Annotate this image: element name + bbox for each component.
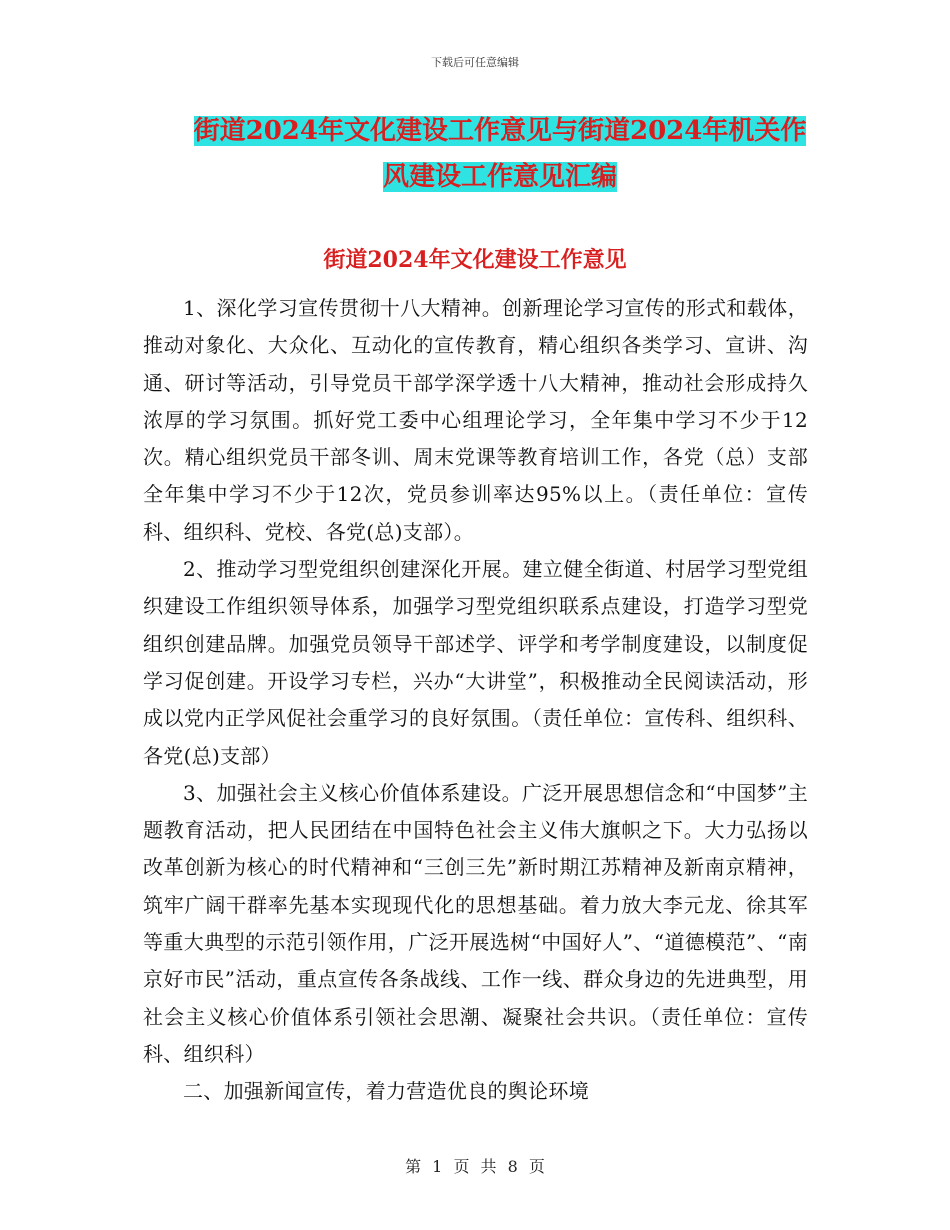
paragraph-2: 2、推动学习型党组织创建深化开展。建立健全街道、村居学习型党组织建设工作组织领导体系，加强学习型党组织联系点建设，打造学习型党组织创建品牌。加强党员领导干部述学、评学和考学制度建设，以制度促学习促创建。开设学习专栏，兴办“大讲堂”，积极推动全民阅读活动，形成以党内正学风促社会重学习的良好氛围。（责任单位：宣传科、组织科、各党(总)支部） — [143, 557, 808, 768]
document-body — [143, 290, 808, 1111]
paragraph-3: 3、加强社会主义核心价值体系建设。广泛开展思想信念和“中国梦”主题教育活动，把人民团结在中国特色社会主义伟大旗帜之下。大力弘扬以改革创新为核心的时代精神和“三创三先”新时期江苏精神及新南京精神，筑牢广阔干群率先基本实现现代化的思想基础。着力放大李元龙、徐其军等重大典型的示范引领作用，广泛开展选树“中国好人”、“道德模范”、“南京好市民”活动，重点宣传各条战线、工作一线、群众身边的先进典型，用社会主义核心价值体系引领社会思潮、凝聚社会共识。（责任单位：宣传科、组织科） — [143, 780, 808, 1066]
paragraph-1: 1、深化学习宣传贯彻十八大精神。创新理论学习宣传的形式和载体，推动对象化、大众化、互动化的宣传教育，精心组织各类学习、宣讲、沟通、研讨等活动，引导党员干部学深学透十八大精神，推动社会形成持久浓厚的学习氛围。抓好党工委中心组理论学习，全年集中学习不少于12次。精心组织党员干部冬训、周末党课等教育培训工作，各党（总）支部全年集中学习不少于12次，党员参训率达95%以上。（责任单位：宣传科、组织科、党校、各党(总)支部）。 — [143, 296, 808, 544]
page-indicator: 第 1 页 共 8 页 — [405, 1157, 545, 1176]
paragraph-4: 二、加强新闻宣传，着力营造优良的舆论环境 — [183, 1079, 589, 1104]
document-title — [140, 108, 860, 200]
header-note: 下载后可任意编辑 — [431, 56, 519, 69]
document-title-line1: 街道2024年文化建设工作意见与街道2024年机关作 — [193, 116, 807, 146]
document-title-line2: 风建设工作意见汇编 — [382, 162, 617, 192]
section-title: 街道2024年文化建设工作意见 — [323, 247, 627, 273]
